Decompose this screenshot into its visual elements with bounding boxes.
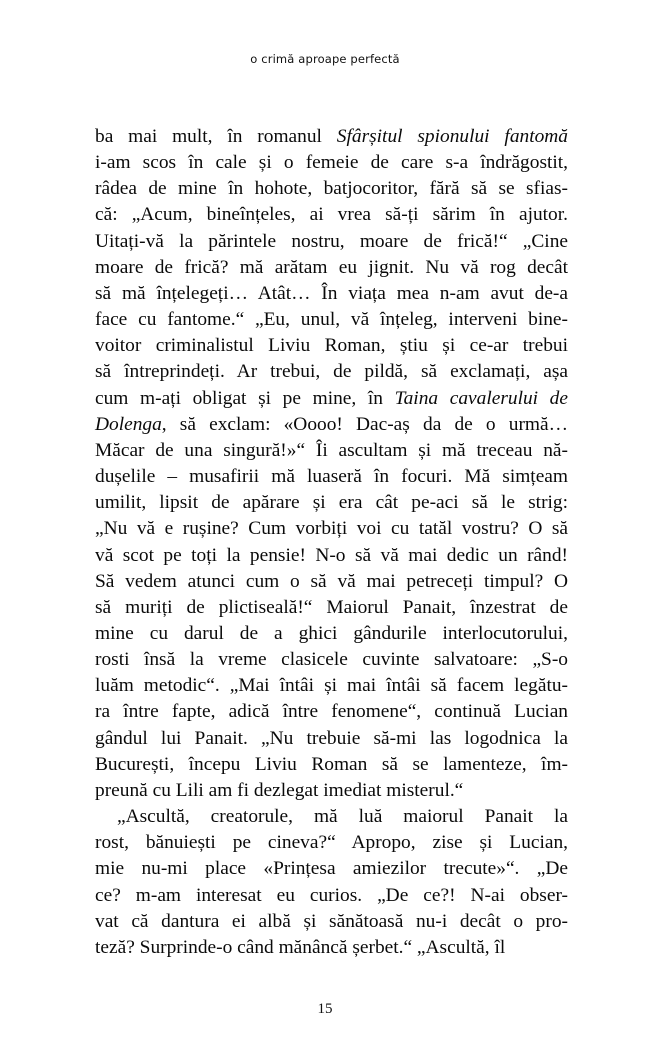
- text-run: că: „Acum, bineînțeles, ai vrea să-ți sărim în ajutor.: [95, 204, 568, 226]
- text-run: mie nu-mi place «Prințesa amiezilor trecute»“. „De: [95, 858, 568, 880]
- text-run: gândul lui Panait. „Nu trebuie să-mi las logodnica la: [95, 727, 568, 749]
- text-line: [95, 778, 568, 804]
- text-line: [95, 202, 568, 228]
- book-title-italic: Sfârșitul spionului fantomă: [336, 126, 568, 147]
- text-run: cum m-ați obligat și pe mine, în: [95, 387, 395, 409]
- text-line: [95, 647, 568, 673]
- running-head: o crimă aproape perfectă: [250, 52, 400, 66]
- text-line: [95, 307, 568, 333]
- text-line: [95, 412, 568, 438]
- text-run: umilit, lipsit de apărare și era cât pe-aci să le strig:: [95, 492, 568, 514]
- text-line: [95, 621, 568, 647]
- text-run: , să exclam: «Oooo! Dac-aș da de o urmă…: [161, 413, 568, 435]
- text-line: [95, 752, 568, 778]
- text-line: [95, 176, 568, 202]
- text-run: mine cu darul de a ghici gândurile interlocutorului,: [95, 622, 568, 644]
- text-run: „Ascultă, creatorule, mă luă maiorul Panait la: [117, 806, 568, 828]
- text-line: [95, 359, 568, 385]
- text-line: [95, 699, 568, 725]
- text-run: să mă înțelegeți… Atât… În viața mea n-am avut de-a: [95, 282, 568, 304]
- text-line: [95, 909, 568, 935]
- text-run: vă scot pe toți la pensie! N-o să vă mai dedic un rând!: [95, 544, 568, 566]
- text-line: [95, 490, 568, 516]
- text-line: [95, 726, 568, 752]
- text-line: [95, 516, 568, 542]
- text-run: teză? Surprinde-o când mănâncă șerbet.“ „Ascultă, îl: [95, 936, 506, 958]
- book-title-italic: Dolenga: [95, 413, 162, 435]
- text-run: râdea de mine în hohote, batjocoritor, fără să se sfias-: [95, 178, 568, 200]
- text-run: ce? m-am interesat eu curios. „De ce?! N-ai obser-: [95, 884, 568, 906]
- text-line: [95, 281, 568, 307]
- text-run: preună cu Lili am fi dezlegat imediat misterul.“: [95, 779, 464, 801]
- text-line: [95, 935, 568, 961]
- text-run: ra între fapte, adică între fenomene“, continuă Lucian: [95, 701, 568, 723]
- book-title-italic: Taina cavalerului de: [394, 387, 568, 409]
- text-line: [95, 124, 568, 150]
- text-run: ba mai mult, în romanul: [95, 126, 337, 147]
- paragraph: [95, 124, 568, 804]
- text-line: [95, 229, 568, 255]
- text-run: Să vedem atunci cum o să vă mai petreceți timpul? O: [95, 570, 568, 592]
- text-run: București, începu Liviu Roman să se lamenteze, îm-: [95, 753, 568, 775]
- text-line: [95, 856, 568, 882]
- text-run: vat că dantura ei albă și sănătoasă nu-i decât o pro-: [95, 910, 568, 932]
- text-line: [95, 830, 568, 856]
- text-run: moare de frică? mă arătam eu jignit. Nu vă rog decât: [95, 256, 568, 278]
- text-run: face cu fantome.“ „Eu, unul, vă înțeleg, interveni bine-: [95, 309, 568, 331]
- text-run: „Nu vă e rușine? Cum vorbiți voi cu tatăl vostru? O să: [95, 518, 568, 540]
- text-run: rosti însă la vreme clasicele cuvinte salvatoare: „S-o: [95, 649, 568, 671]
- text-line: [95, 333, 568, 359]
- text-line: [95, 438, 568, 464]
- text-line: [95, 543, 568, 569]
- text-run: luăm metodic“. „Mai întâi și mai întâi să facem legătu-: [95, 675, 568, 697]
- text-line: [95, 569, 568, 595]
- text-line: [95, 883, 568, 909]
- text-run: să muriți de plictiseală!“ Maiorul Panait, înzestrat de: [95, 596, 568, 618]
- paragraph: [95, 804, 568, 961]
- text-line: [95, 255, 568, 281]
- text-run: dușelile – musafirii mă luaseră în focuri. Mă simțeam: [95, 466, 568, 488]
- text-line: [95, 386, 568, 412]
- page-number: 15: [317, 1001, 333, 1017]
- text-line: [95, 673, 568, 699]
- text-run: Uitați-vă la părintele nostru, moare de frică!“ „Cine: [95, 230, 568, 252]
- text-line: [95, 595, 568, 621]
- text-run: să întreprindeți. Ar trebui, de pildă, să exclamați, așa: [95, 361, 568, 383]
- text-run: i-am scos în cale și o femeie de care s-a îndrăgostit,: [95, 152, 568, 174]
- text-run: Măcar de una singură!»“ Îi ascultam și mă treceau nă-: [95, 439, 568, 461]
- text-run: voitor criminalistul Liviu Roman, știu și ce-ar trebui: [95, 335, 568, 357]
- text-line: [95, 464, 568, 490]
- text-line: [95, 804, 568, 830]
- text-line: [95, 150, 568, 176]
- body-text-block: [95, 124, 568, 961]
- text-run: rost, bănuiești pe cineva?“ Apropo, zise și Lucian,: [95, 832, 568, 854]
